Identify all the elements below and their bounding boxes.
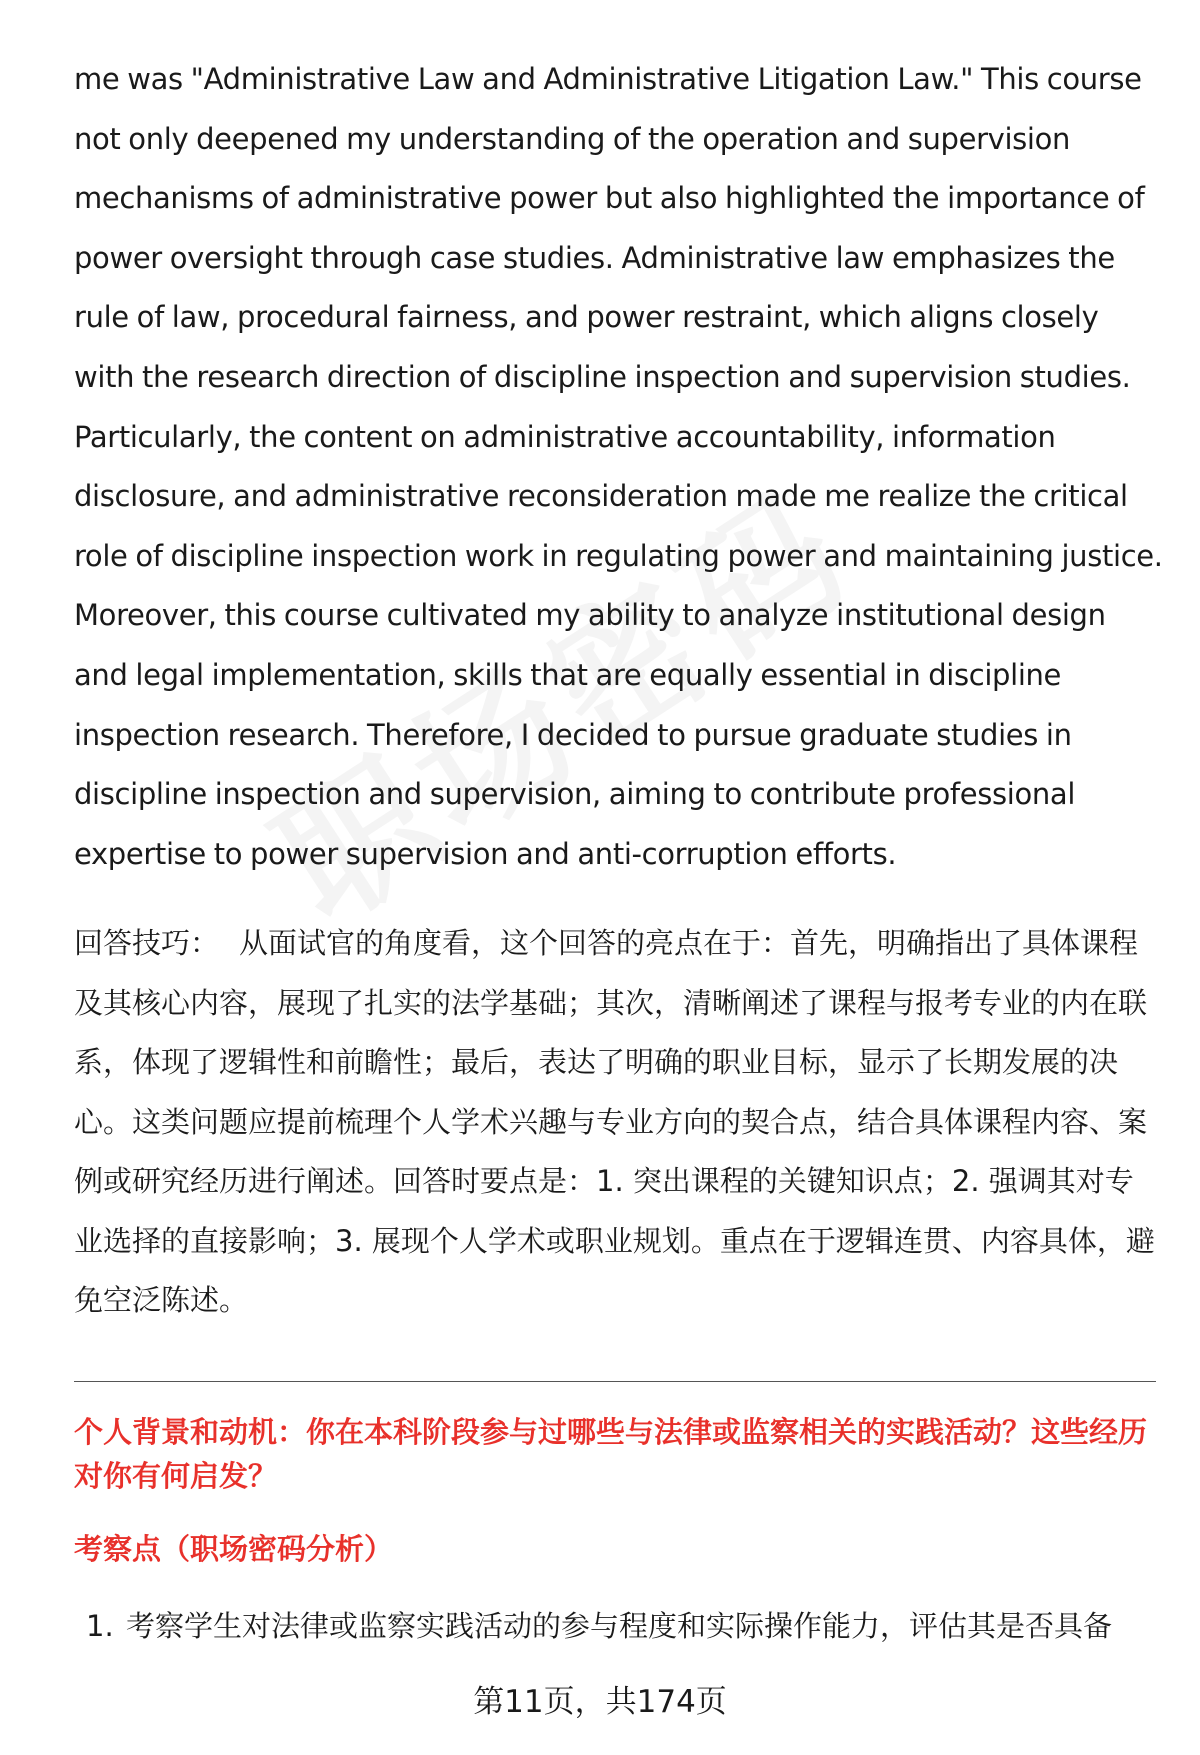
answer-paragraph: me was "Administrative Law and Administrative Litigation Law." This course not only deepened my understanding of the operation and supervision mechanisms of administrative power but also highlighted the importance of power oversight through case studies. Administrative law emphasizes the rule of law, procedural fairness, and power restraint, which aligns closely with the research direction of discipline inspection and supervision studies. Particularly, the content on administrative accountability, information disclosure, and administrative reconsideration made me realize the critical role of discipline inspection work in regulating power and maintaining justice. Moreover, this course cultivated my ability to analyze institutional design and legal implementation, skills that are equally essential in discipline inspection research. Therefore, I decided to pursue graduate studies in discipline inspection and supervision, aiming to contribute professional expertise to power supervision and anti-corruption efforts. bbox=[74, 62, 1163, 871]
question-heading: 个人背景和动机：你在本科阶段参与过哪些与法律或监察相关的实践活动？这些经历对你有何启发？ bbox=[74, 1415, 1148, 1493]
section-divider bbox=[74, 1381, 1156, 1382]
page-number: 第11页，共174页 bbox=[473, 1684, 727, 1720]
tips-text: 从面试官的角度看，这个回答的亮点在于：首先，明确指出了具体课程及其核心内容，展现了扎实的法学基础；其次，清晰阐述了课程与报考专业的内在联系，体现了逻辑性和前瞻性；最后，表达了明确的职业目标，显示了长期发展的决心。这类问题应提前梳理个人学术兴趣与专业方向的契合点，结合具体课程内容、案例或研究经历进行阐述。回答时要点是：1. 突出课程的关键知识点；2. 强调其对专业选择的直接影响；3. 展现个人学术或职业规划。重点在于逻辑连贯、内容具体，避免空泛陈述。 bbox=[74, 926, 1155, 1317]
section-title: 考察点（职场密码分析） bbox=[74, 1532, 394, 1566]
tips-paragraph bbox=[74, 914, 1160, 1331]
tips-label: 回答技巧： bbox=[74, 926, 220, 960]
list-item bbox=[86, 1606, 1166, 1646]
list-item-text: 考察学生对法律或监察实践活动的参与程度和实际操作能力，评估其是否具备 bbox=[126, 1609, 1113, 1643]
list-item-number: 1. bbox=[86, 1609, 114, 1643]
